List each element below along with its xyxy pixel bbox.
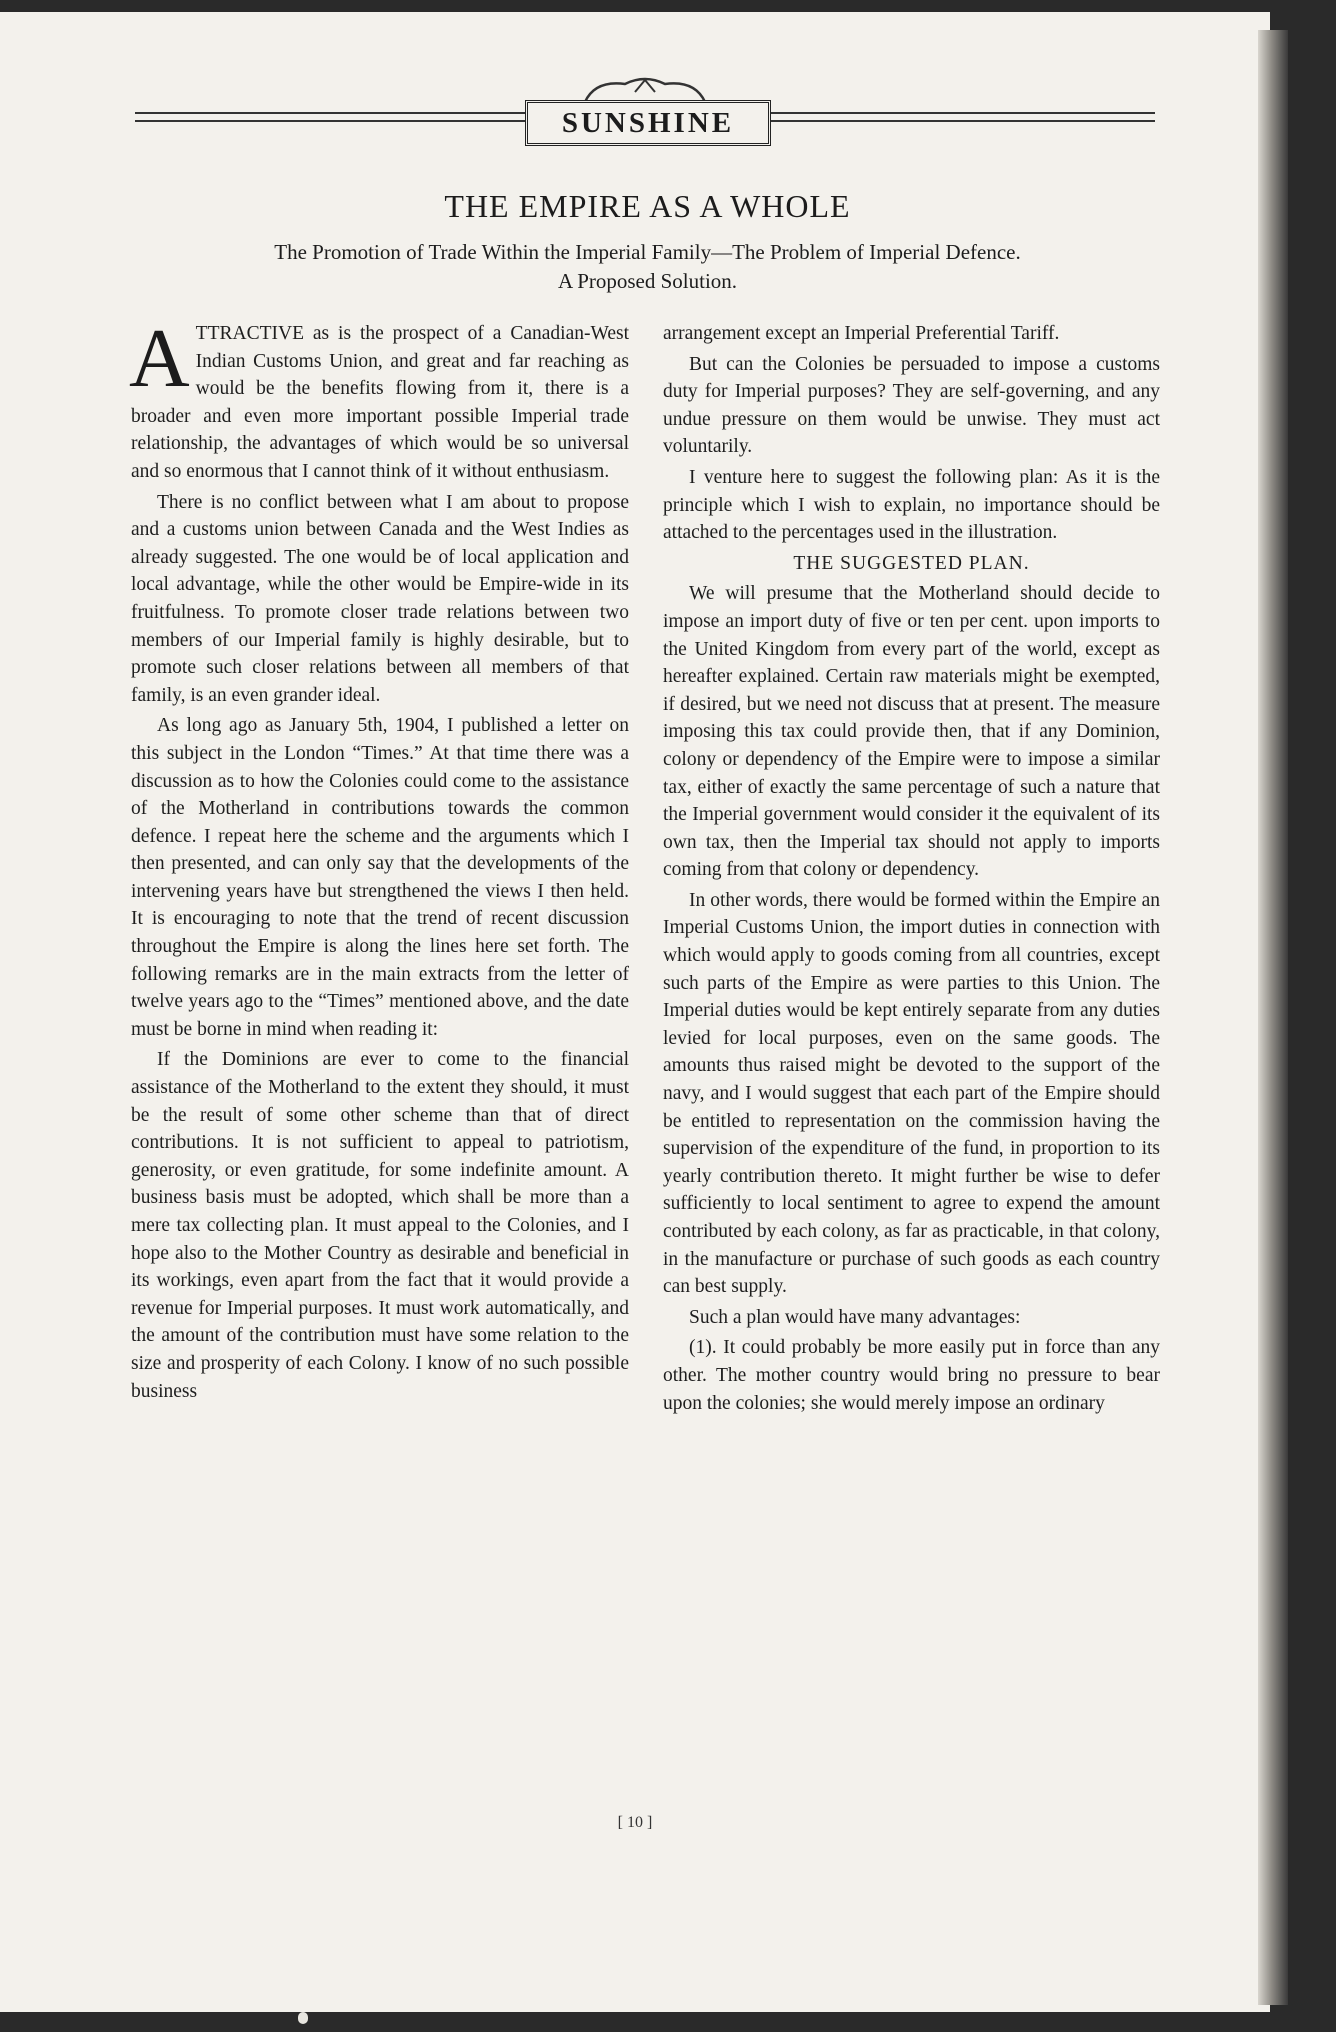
paragraph-text: TTRACTIVE as is the prospect of a Canadian-West Indian Customs Union, and great and far reaching as would be the benefits flowing from it, there is a broader and even more important possible Imperial trade relationship, the advantages of which would be so universal and so enormous that I cannot think of it without enthusiasm. xyxy=(131,323,629,482)
paragraph: We will presume that the Motherland should decide to impose an import duty of five or ten per cent. upon imports to the United Kingdom from every part of the world, except as hereafter explained. Certain raw materials might be exempted, if desired, but we need not discuss that at present. The measure imposing this tax could provide then, that if any Dominion, colony or dependency of the Empire were to impose a similar tax, either of exactly the same percentage of such a nature that the Imperial government would consider it the equivalent of its own tax, then the Imperial tax should not apply to imports coming from that colony or dependency. xyxy=(663,583,1160,881)
document-page xyxy=(0,12,1270,2012)
masthead xyxy=(135,74,1155,144)
paragraph-continued: arrangement except an Imperial Preferential Tariff. xyxy=(663,323,1060,344)
left-column xyxy=(129,312,629,1408)
masthead-title: SUNSHINE xyxy=(525,100,771,146)
right-column xyxy=(663,320,1160,1420)
masthead-rule-left xyxy=(135,112,525,114)
paragraph: There is no conflict between what I am about to propose and a customs union between Canada and the West Indies as already suggested. The one would be of local application and local advantage, while the other would be Empire-wide in its fruitfulness. To promote closer trade relations between two members of our Imperial family is highly desirable, but to promote such closer relations between all members of that family, is an even grander ideal. xyxy=(131,491,629,706)
subtitle-line: The Promotion of Trade Within the Imperial Family—The Problem of Imperial Defence. xyxy=(274,240,1021,264)
scan-artifact xyxy=(298,2012,308,2024)
masthead-rule-left-lower xyxy=(135,120,525,122)
masthead-rule-right xyxy=(765,112,1155,114)
paragraph-opening xyxy=(129,312,629,486)
section-heading: THE SUGGESTED PLAN. xyxy=(793,552,1030,574)
page-edge-shadow xyxy=(1258,30,1288,2005)
paragraph: I venture here to suggest the following plan: As it is the principle which I wish to explain, no importance should be attached to the percentages used in the illustration. xyxy=(663,466,1160,544)
subtitle-line: A Proposed Solution. xyxy=(557,269,738,293)
article-subtitle xyxy=(135,238,1160,296)
page-number: [ 10 ] xyxy=(617,1814,653,1831)
paragraph: (1). It could probably be more easily put in force than any other. The mother country would bring no pressure to bear upon the colonies; she would merely impose an ordinary xyxy=(663,1337,1160,1414)
paragraph: Such a plan would have many advantages: xyxy=(689,1306,1021,1328)
article-title: THE EMPIRE AS A WHOLE xyxy=(444,188,851,224)
masthead-rule-right-lower xyxy=(765,120,1155,122)
drop-cap: A xyxy=(129,312,190,405)
paragraph: But can the Colonies be persuaded to impose a customs duty for Imperial purposes? They are self-governing, and any undue pressure on them would be unwise. They must act voluntarily. xyxy=(663,353,1160,458)
scan-top-border xyxy=(0,0,1336,12)
paragraph: In other words, there would be formed within the Empire an Imperial Customs Union, the import duties in connection with which would apply to goods coming from all countries, except such parts of the Empire as were parties to this Union. The Imperial duties would be kept entirely separate from any duties levied for local purposes, even on the same goods. The amounts thus raised might be devoted to the support of the navy, and I would suggest that each part of the Empire should be entitled to representation on the commission having the supervision of the expenditure of the fund, in proportion to its yearly contribution thereto. It might further be wise to defer sufficiently to local sentiment to agree to expend the amount contributed by each colony, as far as practicable, in that colony, in the manufacture or purchase of such goods as each country can best supply. xyxy=(663,889,1160,1298)
paragraph: As long ago as January 5th, 1904, I published a letter on this subject in the London “Times.” At that time there was a discussion as to how the Colonies could come to the assistance of the Motherland in contributions towards the common defence. I repeat here the scheme and the arguments which I then presented, and can only say that the developments of the intervening years have but strengthened the views I then held. It is encouraging to note that the trend of recent discussion throughout the Empire is along the lines here set forth. The following remarks are in the main extracts from the letter of twelve years ago to the “Times” mentioned above, and the date must be borne in mind when reading it: xyxy=(131,715,629,1040)
paragraph: If the Dominions are ever to come to the financial assistance of the Motherland to the extent they should, it must be the result of some other scheme than that of direct contributions. It is not sufficient to appeal to patriotism, generosity, or even gratitude, for some indefinite amount. A business basis must be adopted, which shall be more than a mere tax collecting plan. It must appeal to the Colonies, and I hope also to the Mother Country as desirable and beneficial in its workings, even apart from the fact that it would provide a revenue for Imperial purposes. It must work automatically, and the amount of the contribution must have some relation to the size and prosperity of each Colony. I know of no such possible business xyxy=(131,1049,629,1402)
